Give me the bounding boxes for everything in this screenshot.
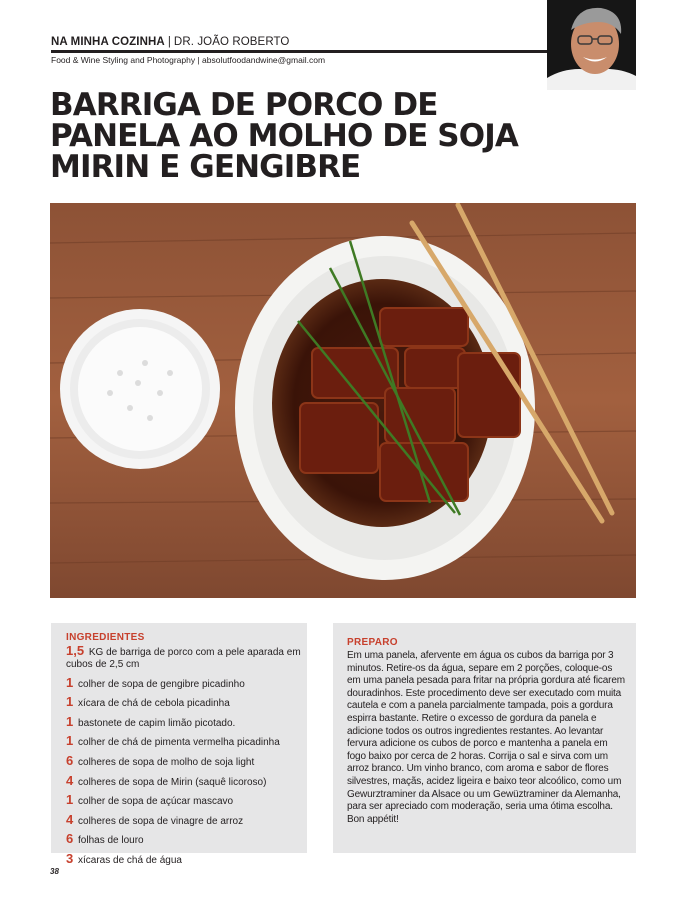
- ingredient-qty: 1,5: [66, 643, 85, 658]
- dish-photo: [50, 203, 636, 598]
- ingredient-item: [66, 713, 307, 730]
- recipe-title: BARRIGA DE PORCO DE PANELA AO MOLHO DE SOJA MIRIN E GENGIBRE: [50, 87, 518, 185]
- ingredient-qty: 1: [66, 694, 74, 710]
- header-separator: |: [167, 36, 171, 48]
- preparation-panel: [333, 623, 636, 853]
- ingredient-text: colheres de sopa de vinagre de arroz: [78, 815, 244, 827]
- ingredient-qty: 6: [66, 831, 74, 847]
- section-name: NA MINHA COZINHA: [51, 36, 165, 48]
- ingredient-item: [66, 735, 307, 749]
- ingredient-text: colher de sopa de gengibre picadinho: [78, 678, 245, 690]
- ingredient-item: [66, 752, 307, 769]
- ingredient-qty: 1: [66, 792, 74, 808]
- header-rule: [51, 50, 547, 53]
- ingredient-item: [66, 794, 307, 808]
- ingredient-text: colher de chá de pimenta vermelha picadinha: [78, 737, 280, 749]
- section-line: [51, 36, 547, 48]
- page-number: 38: [50, 867, 59, 876]
- ingredients-panel: [51, 623, 307, 866]
- preparation-text: Em uma panela, afervente em água os cubos da barriga por 3 minutos. Retire-os da água, separe em 2 porções, coloque-os em uma panela pesada para fritar na própria gordura até ficarem douradinhos. Este procedimento deve ser executado com muita cautela e com a panela parcialmente tampada, pois a gordura espirra bastante. Retire o excesso de gordura da panela e adicione todos os outros ingredientes restantes. Ao levantar fervura adicione os cubos de porco e mantenha a panela em fogo baixo por cerca de 2 horas. Corrija o sal e sirva com um arroz branco. Um vinho branco, com aroma e sabor de flores silvestres, maçãs, acidez ligeira e baixo teor alcoólico, como um Gewurztraminer da Alsace ou um Gewüztraminer da Alemanha, para ser apreciado com moderação, seria uma ótima escolha. Bon appétit!: [347, 650, 625, 825]
- ingredient-qty: 6: [66, 752, 74, 768]
- author-photo: [547, 0, 636, 90]
- preparation-heading: PREPARO: [347, 637, 398, 648]
- credit-line: Food & Wine Styling and Photography | absolutfoodandwine@gmail.com: [51, 55, 326, 65]
- ingredients-heading: INGREDIENTES: [66, 632, 145, 643]
- ingredient-item: [66, 811, 307, 828]
- ingredient-text: xícara de chá de cebola picadinha: [78, 698, 230, 710]
- ingredient-qty: 1: [66, 674, 74, 690]
- ingredient-text: colheres de sopa de Mirin (saquê licoroso): [78, 776, 267, 788]
- page-header: [51, 36, 547, 48]
- ingredient-qty: 4: [66, 811, 74, 827]
- ingredient-item: [66, 645, 307, 671]
- ingredient-item: [66, 772, 307, 789]
- ingredient-text: xícaras de chá de água: [78, 854, 182, 866]
- ingredient-qty: 1: [66, 713, 74, 729]
- ingredient-qty: 1: [66, 733, 74, 749]
- ingredients-list: [66, 645, 307, 867]
- ingredient-item: [66, 696, 307, 710]
- author-name: DR. JOÃO ROBERTO: [173, 36, 290, 48]
- ingredient-item: [66, 833, 307, 847]
- ingredient-text: KG de barriga de porco com a pele aparada em cubos de 2,5 cm: [66, 647, 301, 670]
- ingredient-text: folhas de louro: [78, 835, 144, 847]
- ingredient-qty: 4: [66, 772, 74, 788]
- ingredient-text: colher de sopa de açúcar mascavo: [78, 796, 234, 808]
- ingredient-qty: 3: [66, 850, 74, 866]
- ingredient-item: [66, 850, 307, 867]
- ingredient-text: bastonete de capim limão picotado.: [78, 717, 236, 729]
- ingredient-item: [66, 674, 307, 691]
- ingredient-text: colheres de sopa de molho de soja light: [78, 756, 255, 768]
